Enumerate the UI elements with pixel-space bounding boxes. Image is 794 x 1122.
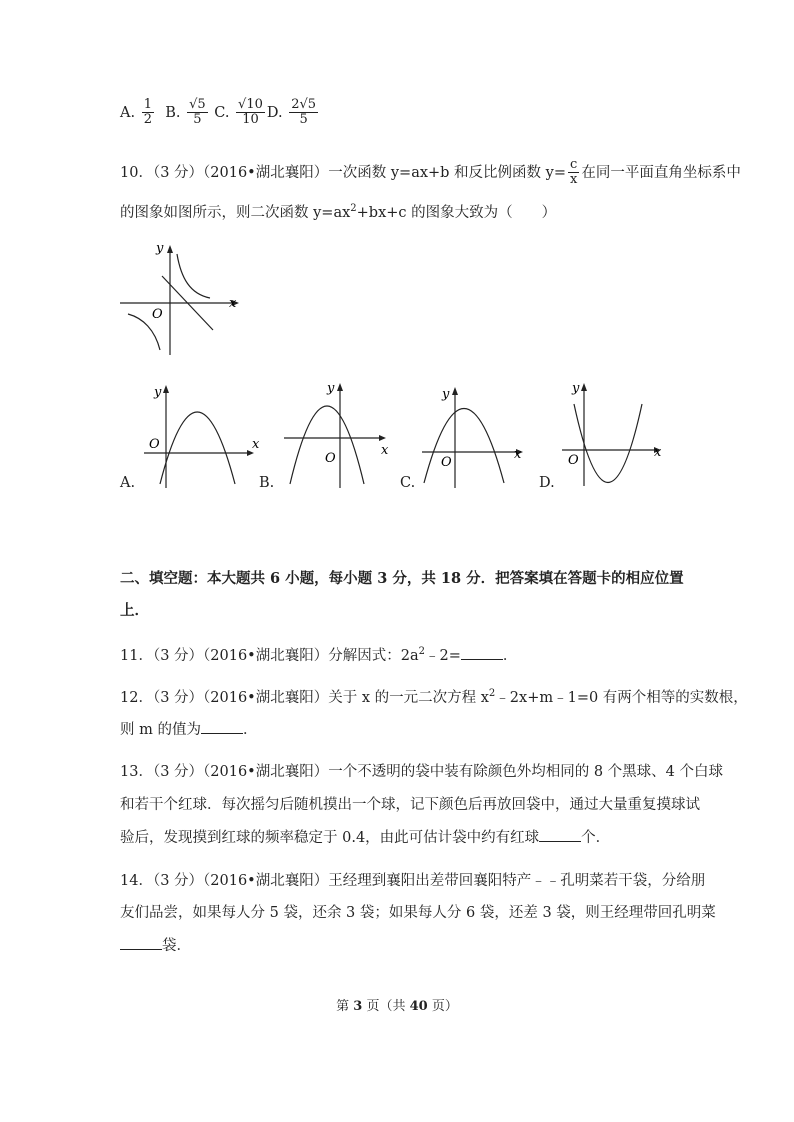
current-page: 3 [353,999,363,1014]
svg-text:x: x [654,445,662,460]
svg-text:O: O [568,453,579,468]
q14-line2: 友们品尝，如果每人分 5 袋，还余 3 袋；如果每人分 6 袋，还差 3 袋，则王经理带回孔明菜 [120,905,716,921]
svg-text:O: O [441,455,452,470]
svg-text:y: y [154,385,162,400]
q10-given-graph [115,238,245,360]
y-axis-arrow [167,245,173,253]
q10-line2: 的图象如图所示，则二次函数 $y=ax^2+bx+c$ 的图象大致为（ ） [120,203,557,221]
q12-answer-blank [201,719,243,734]
svg-text:x: x [514,447,522,462]
parabola-a [160,412,235,484]
parabola-b [290,406,364,484]
q13-line1: 13．（3 分）（2016•湖北襄阳）一个不透明的袋中装有除颜色外均相同的 8 个黑球、4 个白球 [120,764,724,780]
option-b-graph [280,378,400,490]
total-pages: 40 [409,999,428,1014]
option-b-label: B. [165,104,181,121]
option-a-graph [140,380,260,490]
axis-y-label: y [156,241,164,256]
q9-options [120,98,320,128]
section2-title-line2: 上． [120,602,149,619]
option-a-label: A. [120,475,136,491]
parabola-c [424,409,504,484]
option-c-fraction: $\frac{√10}{10}$ [238,97,263,128]
section2-title-line1: 二、填空题：本大题共 6 小题，每小题 3 分，共 18 分．把答案填在答题卡的相应位置 [120,570,684,587]
q12-line1: 12．（3 分）（2016•湖北襄阳）关于 x 的一元二次方程 $x^2﹣2x+m﹣1=0$ 有两个相等的实数根， [120,688,748,706]
q12-line2: 则 m 的值为 ． [120,718,257,739]
svg-text:y: y [327,381,335,396]
q14-answer-blank [120,935,162,950]
svg-text:x: x [252,437,260,452]
option-a-label: A. [120,104,136,121]
q10-fraction: $\frac{c}{x}$ [570,157,578,188]
q11-answer-blank [461,645,503,660]
svg-text:O: O [325,451,336,466]
svg-text:y: y [442,387,450,402]
q13-answer-blank [539,827,581,842]
option-d-label: D. [539,475,555,491]
option-c-graph [418,380,528,490]
option-c-label: C. [214,104,230,121]
option-d-fraction: $\frac{2√5}{5}$ [291,97,317,128]
q14-line3: 袋． [120,934,191,955]
option-b-fraction: $\frac{√5}{5}$ [189,97,206,128]
q11: 11．（3 分）（2016•湖北襄阳）分解因式：$2a^2﹣2=$ ． [120,646,518,664]
axis-x-label: x [229,296,237,311]
option-d-graph [558,376,668,492]
svg-text:O: O [149,437,160,452]
q13-line2: 和若干个红球．每次摇匀后随机摸出一个球，记下颜色后再放回袋中，通过大量重复摸球试 [120,797,700,813]
option-a-fraction: $\frac{1}{2}$ [143,97,152,128]
page-footer: 第 3 页（共 40 页） [336,999,458,1014]
q14-line1: 14．（3 分）（2016•湖北襄阳）王经理到襄阳出差带回襄阳特产﹣﹣孔明菜若干袋，分给朋 [120,873,706,889]
option-b-label: B. [259,475,275,491]
svg-text:y: y [572,381,580,396]
q13-line3: 验后，发现摸到红球的频率稳定于 0.4，由此可估计袋中约有红球 个． [120,826,610,847]
q10-line1: 10．（3 分）（2016•湖北襄阳）一次函数 y=ax+b 和反比例函数 y= $\frac{c}{x}$ 在同一平面直角坐标系中 [120,157,741,188]
option-d-label: D. [266,104,283,121]
svg-text:x: x [381,443,389,458]
origin-label: O [152,307,163,322]
hyperbola-branch-q1 [177,254,210,298]
option-c-label: C. [400,475,416,491]
